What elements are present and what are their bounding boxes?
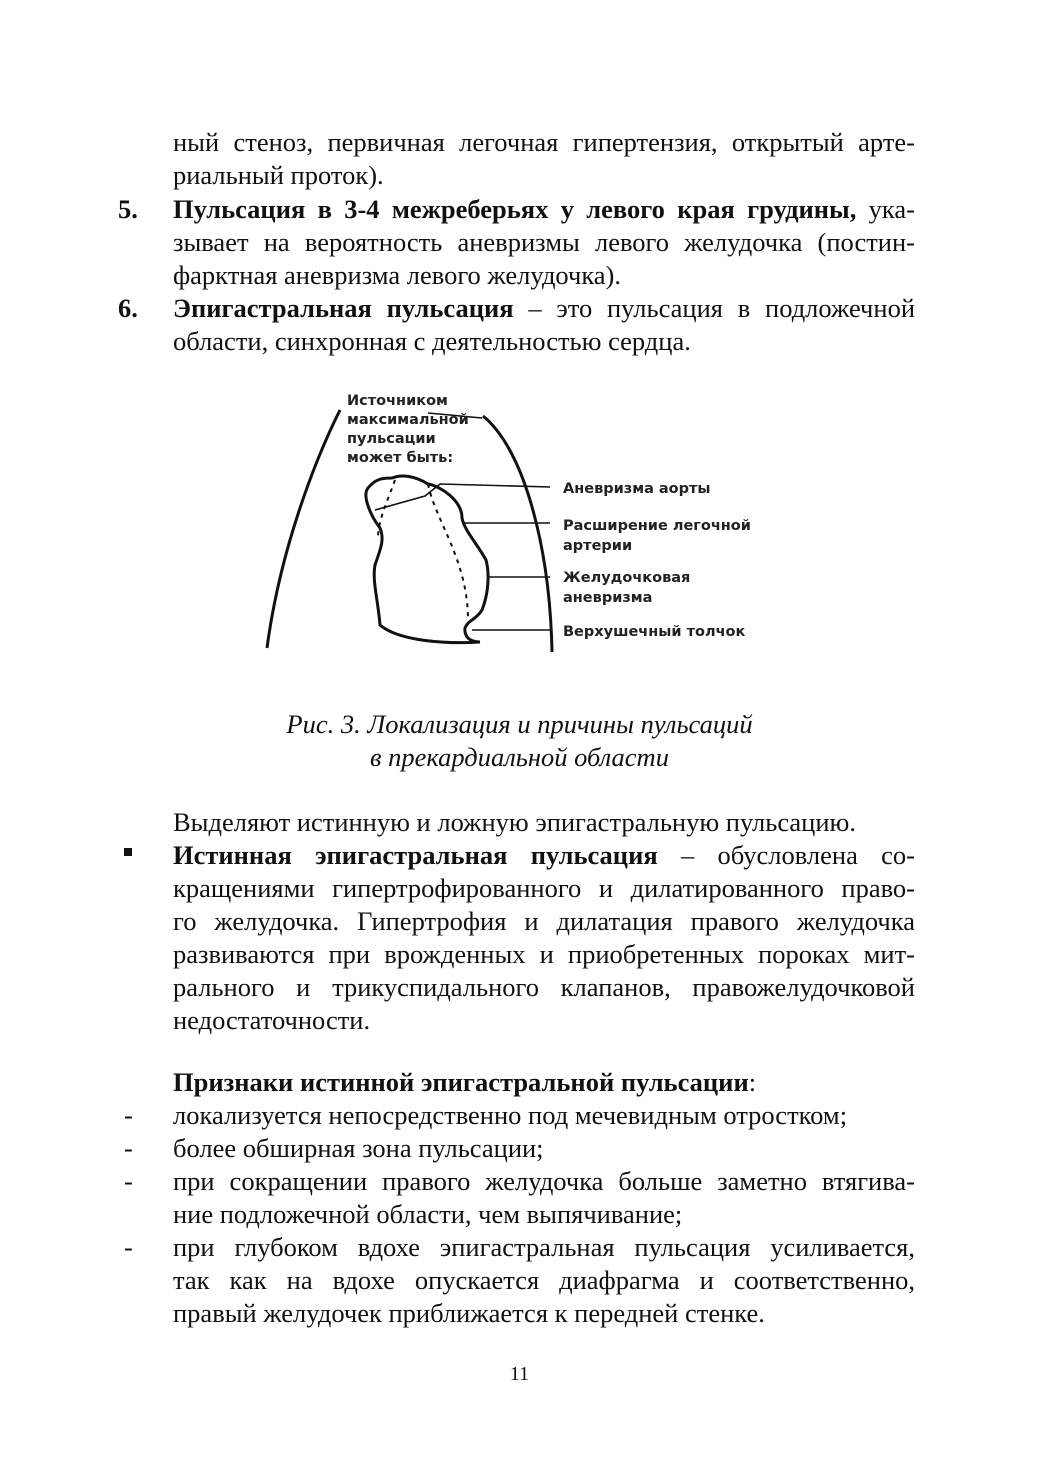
item6-line2-content: области, синхронная с деятельностью сердца. xyxy=(173,326,691,356)
list-item-content: при глубоком вдохе эпигастральная пульсация усиливается, xyxy=(173,1232,915,1262)
label-pulmonary-line2: артерии xyxy=(563,538,633,554)
heart-inner-dash xyxy=(428,484,468,620)
text-line-content: развиваются при врожденных и приобретенных пороках мит- xyxy=(173,939,915,969)
item5-line3-content: фарктная аневризма левого желудочка). xyxy=(173,260,622,290)
figure-heading-line: пульсации xyxy=(347,431,436,447)
text-line xyxy=(173,905,915,938)
list-item: более обширная зона пульсации; xyxy=(173,1133,544,1163)
list-number-6: 6. xyxy=(118,293,138,323)
item5-line1 xyxy=(173,193,915,226)
figure-heading-line: может быть: xyxy=(347,450,454,466)
figure-caption-line1: Рис. 3. Локализация и причины пульсаций xyxy=(286,709,753,739)
item5-line1-rest: ука- xyxy=(856,194,915,224)
item5-line2-content: зывает на вероятность аневризмы левого желудочка (постин- xyxy=(173,227,915,257)
dash-marker: - xyxy=(124,1100,133,1130)
text-line xyxy=(173,872,915,905)
label-aorta-aneurysm: Аневризма аорты xyxy=(563,481,711,497)
square-bullet-icon xyxy=(124,848,132,856)
item6-line1-rest: – это пульсация в подложечной xyxy=(513,293,915,323)
text-line-content: ный стеноз, первичная легочная гипертензия, открытый арте- xyxy=(173,127,915,157)
heart-outline xyxy=(366,476,488,643)
dash-marker: - xyxy=(124,1166,133,1196)
label-pulmonary-line1: Расширение легочной xyxy=(563,518,751,534)
text-line-content: риальный проток). xyxy=(173,160,384,190)
label-ventricular-line1: Желудочковая xyxy=(563,570,691,586)
dash-marker: - xyxy=(124,1232,133,1262)
item5-line2 xyxy=(173,226,915,259)
label-ventricular-line2: аневризма xyxy=(563,590,653,606)
signs-heading-bold: Признаки истинной эпигастральной пульсации xyxy=(173,1067,749,1097)
signs-heading xyxy=(173,1066,915,1099)
item5-bold: Пульсация в 3-4 межреберьях у левого края грудины, xyxy=(173,194,857,224)
text-line xyxy=(173,1004,915,1037)
list-item xyxy=(173,1165,915,1198)
list-item-continuation: правый желудочек приближается к передней стенке. xyxy=(173,1298,765,1328)
list-item-content: при сокращении правого желудочка больше заметно втягива- xyxy=(173,1166,915,1196)
label-apex-beat: Верхушечный толчок xyxy=(563,624,746,640)
text-line-content: кращениями гипертрофированного и дилатированного право- xyxy=(173,873,915,903)
list-number-5: 5. xyxy=(118,194,138,224)
list-item-continuation xyxy=(173,1264,915,1297)
text-line xyxy=(173,938,915,971)
leader-aorta xyxy=(375,484,550,510)
figure-caption-line2: в прекардиальной области xyxy=(370,742,669,772)
precardial-pulsation-figure xyxy=(250,380,790,680)
true-pulsation-bold: Истинная эпигастральная пульсация xyxy=(173,840,658,870)
signs-heading-colon: : xyxy=(748,1067,757,1097)
item6-line1 xyxy=(173,292,915,325)
page-number: 11 xyxy=(509,1363,530,1385)
text-line xyxy=(173,126,915,159)
item6-line2 xyxy=(173,325,915,358)
true-pulsation-line1-rest: – обусловлена со- xyxy=(657,840,915,870)
list-item-continuation: ние подложечной области, чем выпячивание; xyxy=(173,1199,683,1229)
list-item-content: так как на вдохе опускается диафрагма и соответственно, xyxy=(173,1265,915,1295)
figure-heading-line: Источником xyxy=(347,393,448,409)
text-line-content: рального и трикуспидального клапанов, правожелудочковой xyxy=(173,972,915,1002)
figure-heading-line: максимальной xyxy=(347,412,469,428)
text-line xyxy=(173,971,915,1004)
list-item xyxy=(173,1231,915,1264)
text-line-content: недостаточности. xyxy=(173,1005,371,1035)
dash-marker: - xyxy=(124,1133,133,1163)
text-line-content: го желудочка. Гипертрофия и дилатация правого желудочка xyxy=(173,906,915,936)
item6-bold: Эпигастральная пульсация xyxy=(173,293,514,323)
true-pulsation-line1 xyxy=(173,839,915,872)
text-line xyxy=(173,159,915,192)
list-item: локализуется непосредственно под мечевидным отростком; xyxy=(173,1100,848,1130)
intro-line: Выделяют истинную и ложную эпигастральную пульсацию. xyxy=(173,807,856,837)
item5-line3 xyxy=(173,259,915,292)
